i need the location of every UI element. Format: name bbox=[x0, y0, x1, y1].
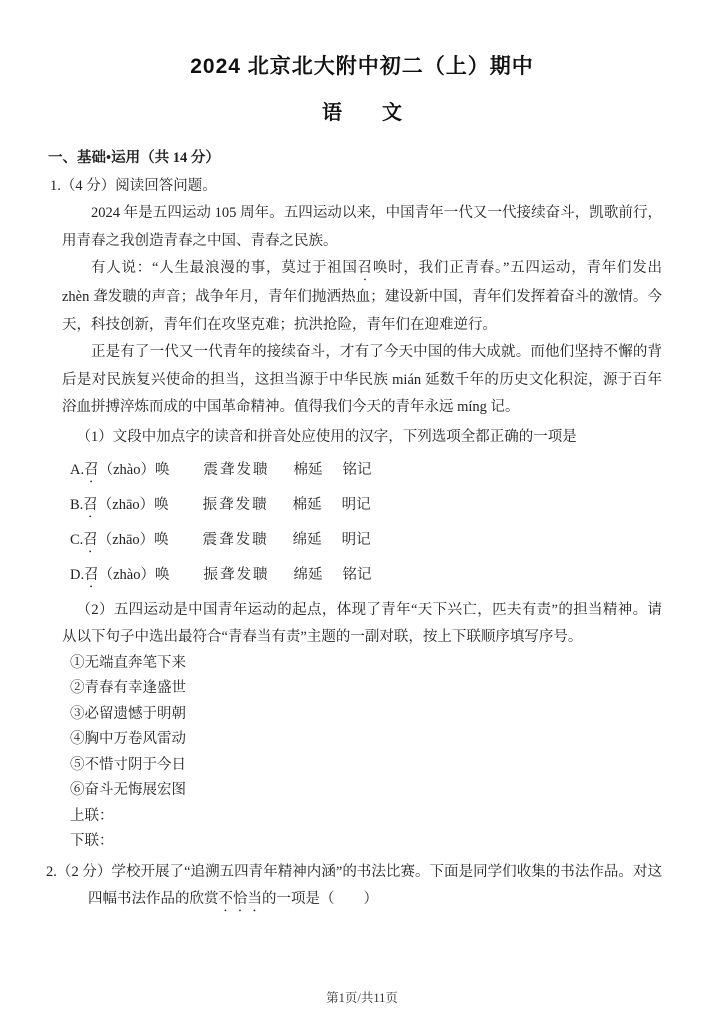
option-b-pinyin: （zhāo）唤 bbox=[97, 496, 169, 513]
sub-question-1-stem: （1）文段中加点字的读音和拼音处应使用的汉字，下列选项全都正确的一项是 bbox=[76, 428, 577, 445]
sub-question-2-stem: （2）五四运动是中国青年运动的起点，体现了青年“天下兴亡，匹夫有责”的担当精神。请从以下句子中选出最符合“青春当有责”主题的一副对联，按上下联顺序填写序号。 bbox=[62, 601, 662, 645]
option-b-word-2: 棉延 bbox=[292, 496, 322, 513]
option-a bbox=[70, 457, 662, 486]
option-d bbox=[70, 562, 662, 591]
option-d-word-1: 振聋发聩 bbox=[203, 566, 270, 583]
question-2-text-pre: 2.（2 分）学校开展了“追溯五四青年精神内涵”的书法比赛。下面是同学们收集的书法作品。对这四幅书法作品的欣赏 bbox=[46, 863, 662, 907]
option-d-word-2: 绵延 bbox=[293, 566, 323, 583]
option-b-label: B. bbox=[70, 496, 84, 513]
option-b-word-3: 明记 bbox=[341, 496, 371, 513]
option-a-pinyin: （zhào）唤 bbox=[98, 461, 170, 478]
emphasized-char-zhao: 召 bbox=[357, 260, 373, 276]
emphasized-char-zhao: 召 bbox=[84, 461, 99, 478]
second-line-answer-blank: 下联： bbox=[70, 833, 114, 849]
subject-title: 语 文 bbox=[322, 102, 402, 124]
option-c-pinyin: （zhāo）唤 bbox=[97, 531, 169, 548]
emphasized-char-zhao: 召 bbox=[83, 496, 98, 513]
option-b-word-1: 振聋发聩 bbox=[202, 496, 269, 513]
section-1-heading: 一、基础•运用（共 14 分） bbox=[48, 150, 220, 166]
emphasized-char-zhao: 召 bbox=[84, 566, 99, 583]
question-1-stem: 1.（4 分）阅读回答问题。 bbox=[50, 178, 217, 194]
couplet-sentence-2: ②青春有幸逢盛世 bbox=[70, 680, 186, 696]
option-d-word-3: 铭记 bbox=[342, 566, 372, 583]
couplet-sentence-4: ④胸中万卷风雷动 bbox=[70, 731, 186, 747]
option-c-word-3: 明记 bbox=[341, 531, 371, 548]
page-number-footer: 第1页/共11页 bbox=[326, 991, 398, 1005]
couplet-sentence-1: ①无端直奔笔下来 bbox=[70, 654, 186, 671]
passage-paragraph-3: 正是有了一代又一代青年的接续奋斗，才有了今天中国的伟大成就。而他们坚持不懈的背后是对民族复兴使命的担当，这担当源于中华民族 mián 延数千年的历史文化积淀，源于百年浴血拼搏淬炼而成的中国革命精神。值得我们今天的青年永远 míng 记。 bbox=[62, 344, 662, 415]
emphasized-char-zhao: 召 bbox=[83, 531, 98, 548]
passage-paragraph-2 bbox=[62, 255, 662, 339]
option-a-label: A. bbox=[70, 461, 85, 478]
option-c-label: C. bbox=[70, 531, 84, 548]
question-2-text-post: 的一项是（ ） bbox=[262, 891, 378, 907]
option-a-word-1: 震聋发聩 bbox=[203, 461, 270, 478]
emphasized-word-buqiadang: 不恰当 bbox=[218, 891, 262, 907]
page-title: 2024 北京北大附中初二（上）期中 bbox=[190, 55, 534, 78]
option-a-word-3: 铭记 bbox=[342, 461, 372, 478]
option-b bbox=[70, 492, 662, 521]
question-2-stem bbox=[46, 859, 662, 916]
option-d-pinyin: （zhào）唤 bbox=[98, 566, 170, 583]
couplet-sentence-6: ⑥奋斗无悔展宏图 bbox=[70, 782, 186, 798]
paragraph-2-text-post: 唤时，我们正青春。”五四运动，青年们发出 zhèn 聋发聩的声音；战争年月，青年们抛洒热血；建设新中国，青年们发挥着奋斗的激情。今天，科技创新，青年们在攻坚克难；抗洪抢险，青年们在迎难逆行。 bbox=[62, 260, 663, 333]
first-line-answer-blank: 上联： bbox=[70, 807, 114, 824]
option-c-word-1: 震聋发聩 bbox=[202, 531, 269, 548]
option-d-label: D. bbox=[70, 566, 85, 583]
option-a-word-2: 棉延 bbox=[293, 461, 323, 478]
couplet-sentence-3: ③必留遗憾于明朝 bbox=[70, 705, 186, 722]
paragraph-2-text-pre: 有人说：“人生最浪漫的事，莫过于祖国 bbox=[91, 260, 358, 276]
passage-paragraph-1: 2024 年是五四运动 105 周年。五四运动以来，中国青年一代又一代接续奋斗，凯歌前行，用青春之我创造青春之中国、青春之民族。 bbox=[62, 205, 662, 249]
couplet-sentence-5: ⑤不惜寸阴于今日 bbox=[70, 756, 186, 773]
option-c bbox=[70, 527, 662, 556]
option-c-word-2: 绵延 bbox=[292, 531, 322, 548]
